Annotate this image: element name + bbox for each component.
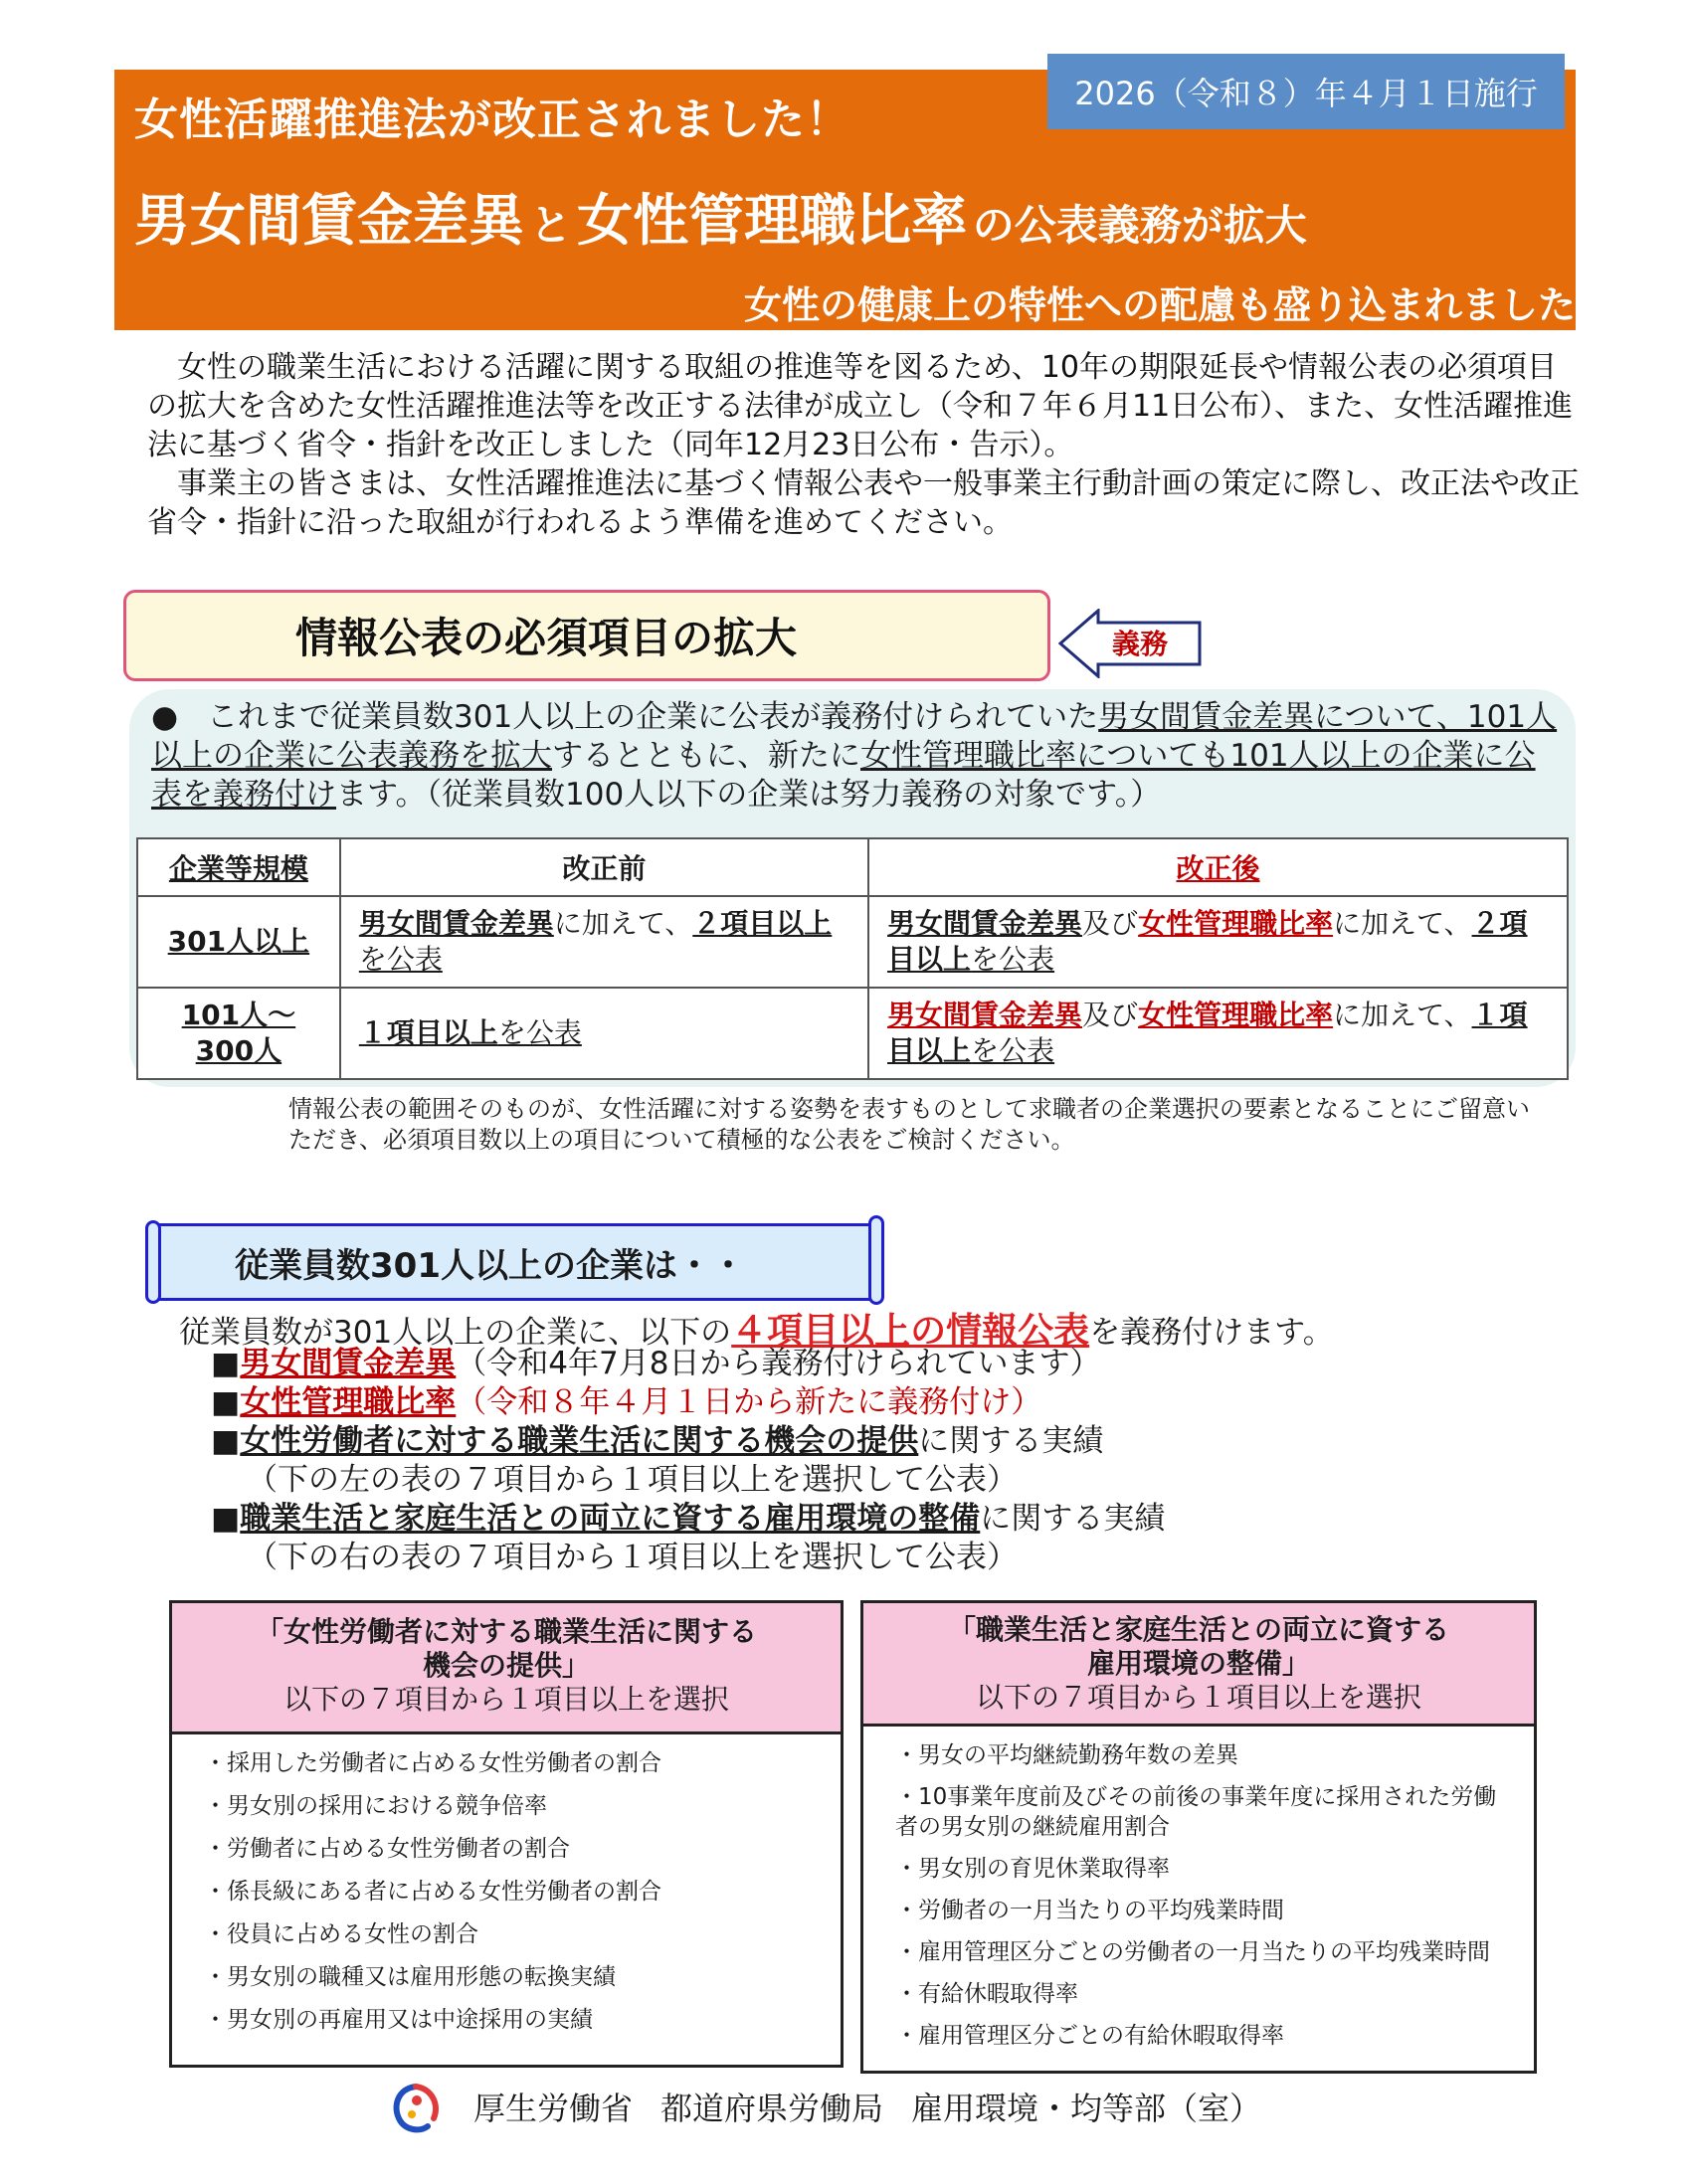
- banner-subtitle: 女性の健康上の特性への配慮も盛り込まれました: [743, 283, 1576, 327]
- footer-bureau: 都道府県労働局: [660, 2090, 884, 2127]
- table-header-row: [137, 838, 1568, 896]
- comparison-table: [136, 837, 1569, 1080]
- obligation-arrow: [1058, 609, 1218, 678]
- list-item: ・労働者に占める女性労働者の割合: [204, 1836, 570, 1862]
- list-item: ・役員に占める女性の割合: [204, 1921, 478, 1947]
- list-item: ・労働者の一月当たりの平均残業時間: [895, 1898, 1284, 1923]
- bullet-part-a: これまで従業員数301人以上の企業に公表が義務付けられていた: [207, 699, 1099, 735]
- bullet-part-c: するとともに、新たに: [552, 738, 860, 774]
- box-right-list: [863, 1727, 1534, 2051]
- list-item: ・雇用管理区分ごとの労働者の一月当たりの平均残業時間: [895, 1939, 1490, 1965]
- list-item: ・男女別の育児休業取得率: [895, 1856, 1170, 1882]
- row1-scale: 301人以上: [137, 896, 340, 988]
- row1-before: 男女間賃金差異に加えて、２項目以上を公表: [340, 896, 868, 988]
- footer-ministry: 厚生労働省: [473, 2090, 634, 2127]
- scroll-curl-right: [868, 1215, 884, 1305]
- table-row: [137, 988, 1568, 1079]
- banner-manager-ratio: 女性管理職比率: [577, 189, 968, 254]
- list-item: ・雇用管理区分ごとの有給休暇取得率: [895, 2023, 1284, 2049]
- work-life-items-box: [860, 1600, 1537, 2074]
- footer: [386, 2079, 1261, 2134]
- intro-paragraph-1: 女性の職業生活における活躍に関する取組の推進等を図るため、10年の期限延長や情報公表の必須項目の拡大を含めた女性活躍推進法等を改正する法律が成立し（令和７年６月11日公布）、また、女性活躍推進法に基づく省令・指針を改正しました（同年12月23日公布・告示）。: [147, 350, 1574, 462]
- footer-dept: 雇用環境・均等部（室）: [911, 2090, 1262, 2127]
- list-item-note: （下の左の表の７項目から１項目以上を選択して公表）: [247, 1462, 1018, 1498]
- header-before: 改正前: [340, 838, 868, 896]
- square-bullet-icon: ■: [211, 1423, 241, 1459]
- list-item: ■職業生活と家庭生活との両立に資する雇用環境の整備に関する実績: [211, 1501, 1166, 1537]
- obligation-label: 義務: [1112, 628, 1169, 660]
- list-item: ・男女の平均継続勤務年数の差異: [895, 1742, 1238, 1768]
- table-row: [137, 896, 1568, 988]
- bullet-icon: ●: [151, 699, 179, 735]
- section2-lead: 従業員数が301人以上の企業に、以下の４項目以上の情報公表を義務付けます。: [179, 1311, 1334, 1352]
- list-item: ・男女別の再雇用又は中途採用の実績: [204, 2007, 593, 2033]
- list-item: ・係長級にある者に占める女性労働者の割合: [204, 1879, 661, 1905]
- header-after: 改正後: [868, 838, 1568, 896]
- square-bullet-icon: ■: [211, 1384, 241, 1420]
- section2-list: [211, 1345, 1165, 1577]
- scroll-curl-left: [145, 1220, 161, 1304]
- opportunity-items-box: [169, 1600, 844, 2068]
- box-left-header: 「女性労働者に対する職業生活に関する 機会の提供」 以下の７項目から１項目以上を選択: [172, 1603, 841, 1734]
- list-item: ・採用した労働者に占める女性労働者の割合: [204, 1750, 661, 1776]
- disclosure-note: 情報公表の範囲そのものが、女性活躍に対する姿勢を表すものとして求職者の企業選択の要素となることにご留意いただき、必須項目数以上の項目について積極的な公表をご検討ください。: [288, 1095, 1530, 1154]
- banner-title-line1: 女性活躍推進法が改正されました！: [134, 94, 850, 145]
- row2-after: 男女間賃金差異及び女性管理職比率に加えて、１項目以上を公表: [868, 988, 1568, 1079]
- row1-after: 男女間賃金差異及び女性管理職比率に加えて、２項目以上を公表: [868, 896, 1568, 988]
- intro-paragraph-2: 事業主の皆さまは、女性活躍推進法に基づく情報公表や一般事業主行動計画の策定に際し、改正法や改正省令・指針に沿った取組が行われるよう準備を進めてください。: [147, 466, 1580, 540]
- bullet-part-e: ます。（従業員数100人以下の企業は努力義務の対象です。）: [336, 777, 1162, 813]
- box-right-header: 「職業生活と家庭生活との両立に資する 雇用環境の整備」 以下の７項目から１項目以上を選択: [863, 1603, 1534, 1727]
- list-item: ・有給休暇取得率: [895, 1981, 1078, 2007]
- section2-heading: 従業員数301人以上の企業は・・: [152, 1223, 880, 1301]
- list-item-note: （下の右の表の７項目から１項目以上を選択して公表）: [247, 1540, 1018, 1575]
- list-item: ■女性労働者に対する職業生活に関する機会の提供に関する実績: [211, 1423, 1104, 1459]
- four-items-emphasis: ４項目以上の情報公表: [731, 1311, 1090, 1352]
- effective-date-tag: 2026（令和８）年４月１日施行: [1047, 54, 1565, 129]
- header-scale: 企業等規模: [137, 838, 340, 896]
- row2-scale: 101人～300人: [137, 988, 340, 1079]
- banner-expansion: の公表義務が拡大: [972, 201, 1307, 250]
- intro-text: [147, 348, 1580, 542]
- box-left-list: [172, 1734, 841, 2035]
- list-item: ■女性管理職比率（令和８年４月１日から新たに義務付け）: [211, 1384, 1042, 1420]
- section1-heading: 情報公表の必須項目の拡大: [123, 590, 1050, 681]
- square-bullet-icon: ■: [211, 1501, 241, 1537]
- list-item: ・男女別の採用における競争倍率: [204, 1793, 547, 1819]
- list-item: ・男女別の職種又は雇用形態の転換実績: [204, 1964, 616, 1990]
- section1-bullet: [151, 698, 1564, 815]
- ministry-logo-icon: [386, 2079, 446, 2134]
- square-bullet-icon: ■: [211, 1346, 241, 1381]
- banner-title-line2: [134, 177, 1307, 257]
- list-item: ・10事業年度前及びその前後の事業年度に採用された労働者の男女別の継続雇用割合: [895, 1784, 1497, 1840]
- bullet-part-b: 男女間賃金差異について、101人以上の企業に公表義務を拡大: [151, 699, 1558, 774]
- banner-and: と: [529, 201, 572, 250]
- bullet-part-d: 女性管理職比率についても101人以上の企業に公表を義務付け: [151, 738, 1536, 813]
- banner-wage-gap: 男女間賃金差異: [134, 189, 524, 254]
- list-item: ■男女間賃金差異（令和4年7月8日から義務付けられています）: [211, 1346, 1101, 1381]
- row2-before: １項目以上を公表: [340, 988, 868, 1079]
